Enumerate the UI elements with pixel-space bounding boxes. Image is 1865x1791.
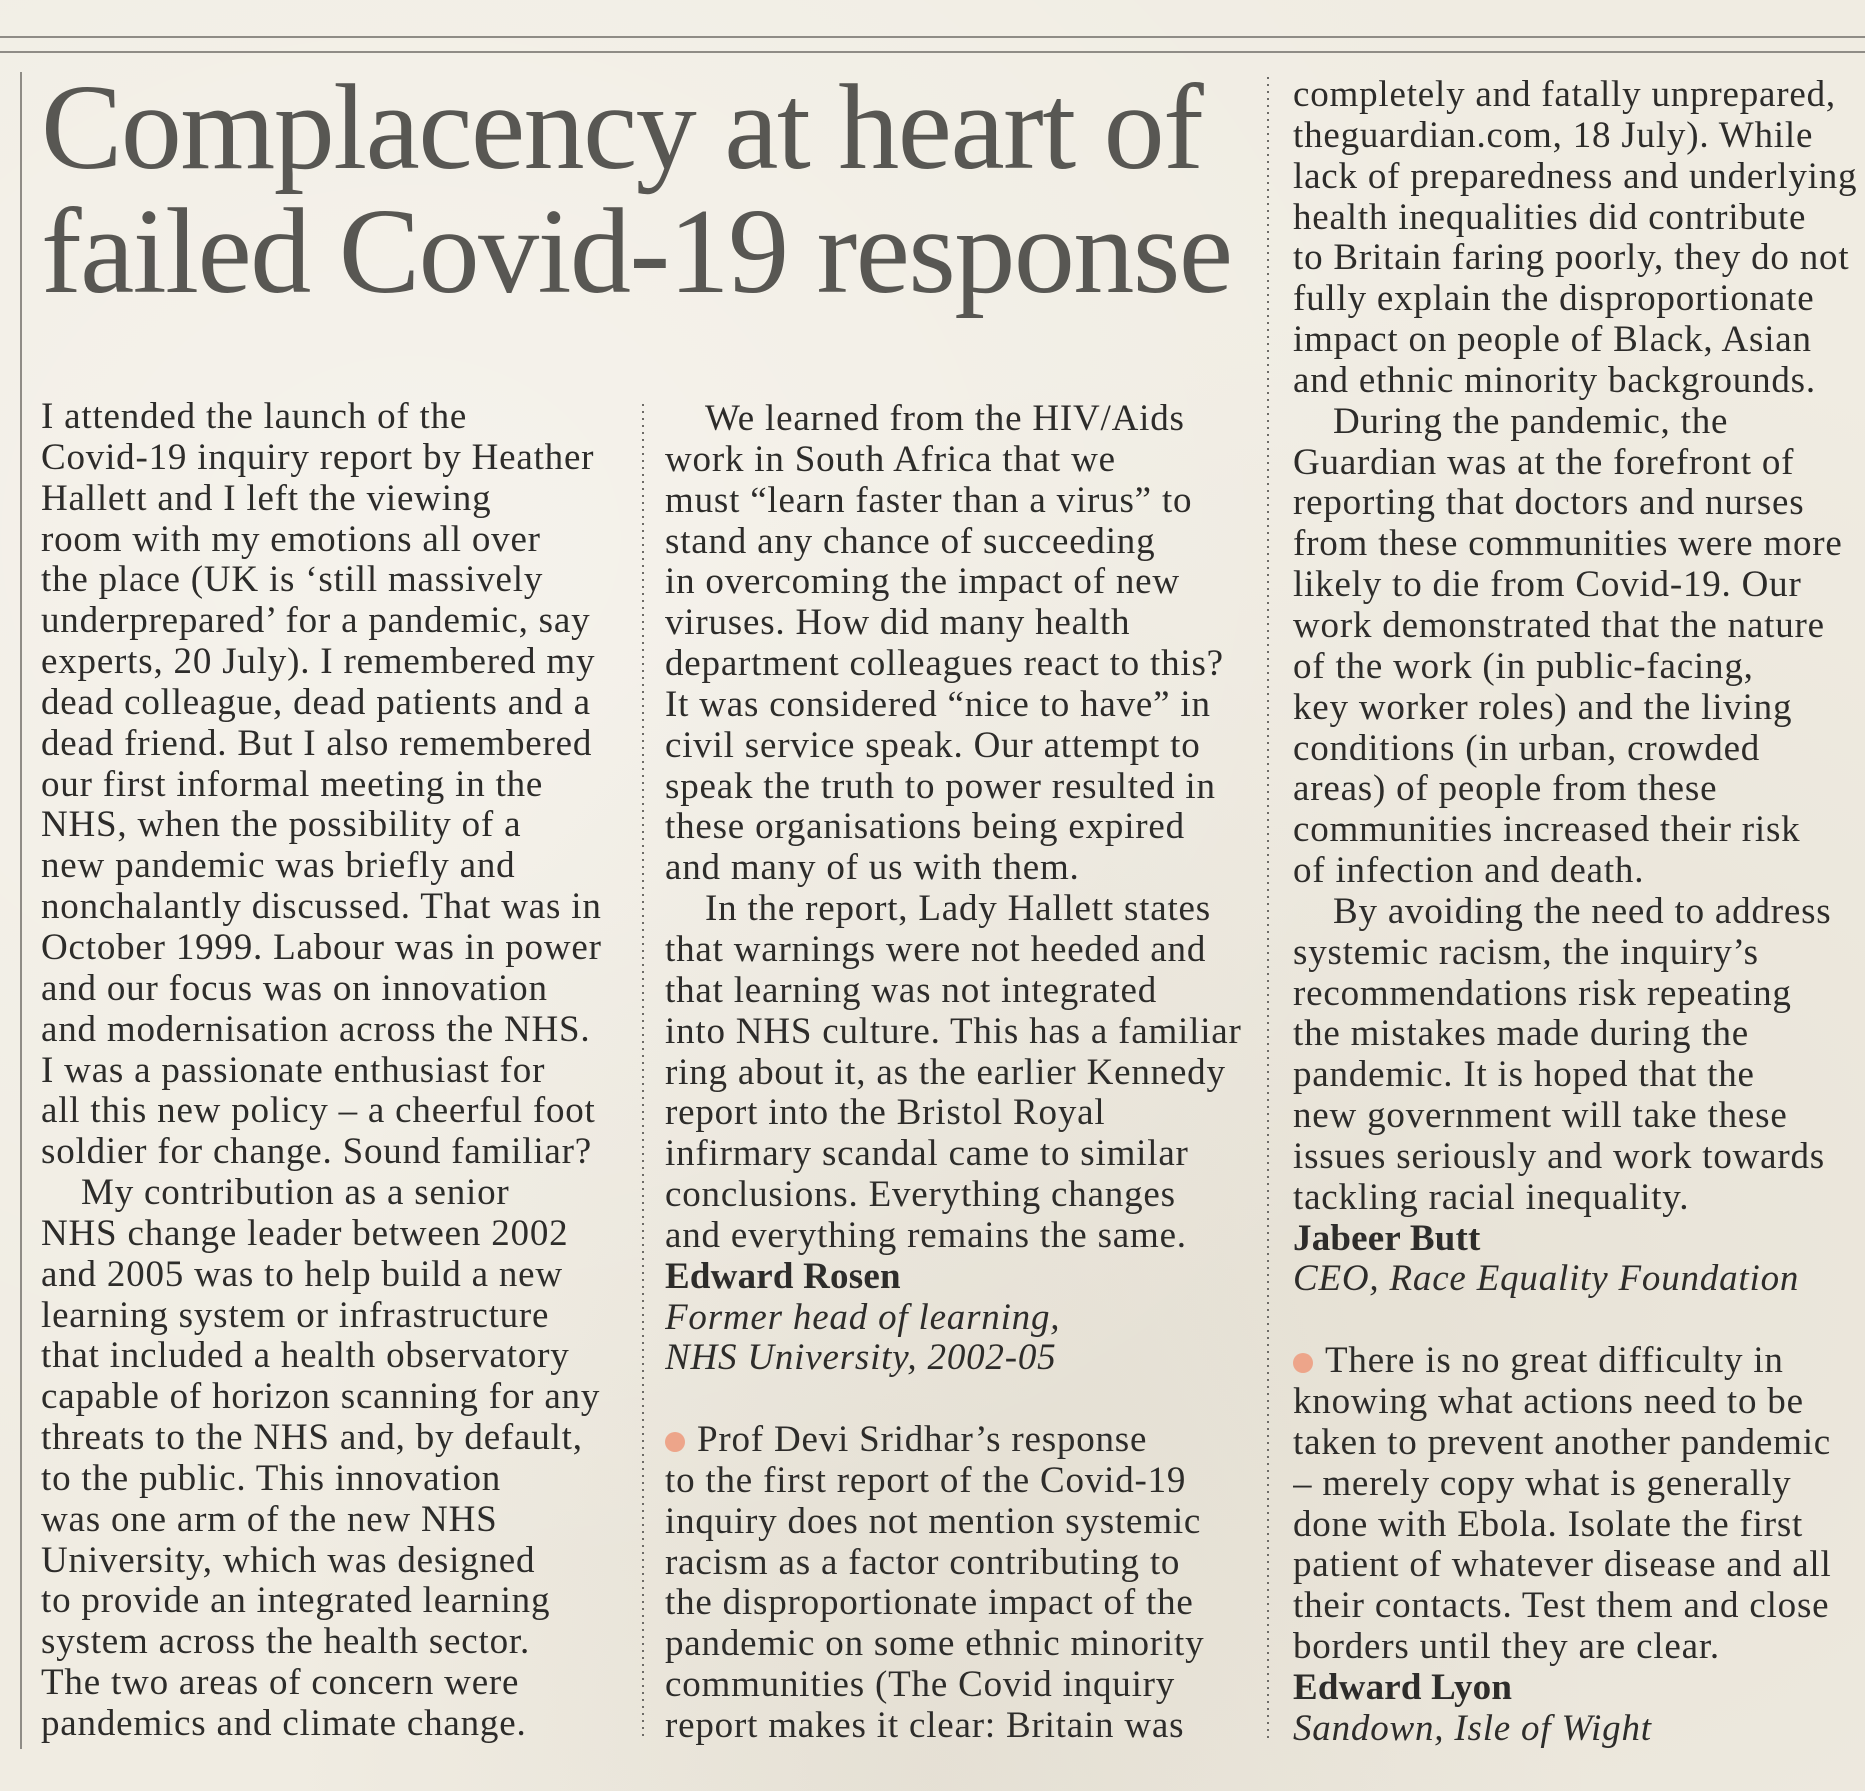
text-line: conclusions. Everything changes — [665, 1174, 1176, 1216]
text-line: The two areas of concern were — [41, 1662, 520, 1704]
bullet-icon — [1293, 1353, 1313, 1373]
text-line: patient of whatever disease and all — [1293, 1544, 1832, 1586]
text-line: their contacts. Test them and close — [1293, 1585, 1830, 1627]
paragraph — [665, 399, 1260, 889]
text-line: completely and fatally unprepared, — [1293, 75, 1836, 115]
letter-spacer — [665, 1379, 1260, 1420]
signature-name: Jabeer Butt — [1293, 1217, 1481, 1259]
letter-jabeer-butt-continued — [1293, 75, 1865, 1300]
text-line: and many of us with them. — [665, 847, 1080, 889]
text-line: There is no great difficulty in — [1325, 1340, 1784, 1382]
text-line: department colleagues react to this? — [665, 643, 1224, 685]
letter-spacer — [1293, 1300, 1865, 1341]
text-line: communities (The Covid inquiry — [665, 1664, 1176, 1706]
text-line: that learning was not integrated — [665, 969, 1158, 1011]
text-line: dead colleague, dead patients and a — [41, 681, 591, 723]
text-line: infirmary scandal came to similar — [665, 1133, 1189, 1175]
text-line: must “learn faster than a virus” to — [665, 479, 1193, 521]
text-line: reporting that doctors and nurses — [1293, 482, 1805, 524]
top-rule — [0, 51, 1865, 53]
text-line: work demonstrated that the nature — [1293, 604, 1825, 646]
text-line: key worker roles) and the living — [1293, 686, 1793, 728]
text-line: issues seriously and work towards — [1293, 1135, 1826, 1177]
text-line: I attended the launch of the — [41, 397, 468, 437]
text-line: pandemic. It is hoped that the — [1293, 1054, 1755, 1096]
text-line: taken to prevent another pandemic — [1293, 1421, 1832, 1463]
column-divider — [1267, 77, 1269, 1738]
text-line: I was a passionate enthusiast for — [41, 1049, 546, 1091]
text-line: system across the health sector. — [41, 1621, 531, 1663]
text-line: pandemics and climate change. — [41, 1703, 527, 1744]
text-line: In the report, Lady Hallett states — [705, 888, 1211, 930]
text-line: report into the Bristol Royal — [665, 1092, 1106, 1134]
bullet-line — [665, 1420, 1260, 1461]
headline-line-2: failed Covid-19 response — [41, 184, 1232, 319]
text-line: to Britain faring poorly, they do not — [1293, 237, 1850, 279]
letter-jabeer-butt — [665, 1420, 1260, 1747]
text-line: impact on people of Black, Asian — [1293, 319, 1812, 361]
text-line: During the pandemic, the — [1333, 400, 1729, 442]
text-line: was one arm of the new NHS — [41, 1498, 498, 1540]
text-line: and 2005 was to help build a new — [41, 1253, 563, 1295]
text-line: It was considered “nice to have” in — [665, 683, 1211, 725]
text-line: knowing what actions need to be — [1293, 1381, 1804, 1422]
text-line: University, which was designed — [41, 1539, 536, 1581]
text-line: NHS, when the possibility of a — [41, 804, 522, 846]
text-line: nonchalantly discussed. That was in — [41, 886, 602, 928]
text-line: Covid-19 inquiry report by Heather — [41, 436, 595, 478]
text-line: October 1999. Labour was in power — [41, 926, 602, 968]
text-line: done with Ebola. Isolate the first — [1293, 1503, 1804, 1545]
text-line: viruses. How did many health — [665, 602, 1131, 644]
headline — [41, 60, 1232, 319]
text-line: report makes it clear: Britain was — [665, 1705, 1185, 1746]
signature-affiliation: Former head of learning, — [665, 1296, 1061, 1338]
text-line: learning system or infrastructure — [41, 1294, 550, 1336]
text-line: to the first report of the Covid-19 — [665, 1459, 1187, 1501]
text-line: of the work (in public-facing, — [1293, 645, 1754, 687]
text-line: the mistakes made during the — [1293, 1013, 1750, 1055]
text-line: lack of preparedness and underlying — [1293, 155, 1858, 197]
text-line: experts, 20 July). I remembered my — [41, 641, 596, 683]
letter-edward-rosen-continued — [665, 399, 1260, 1379]
text-line: likely to die from Covid-19. Our — [1293, 564, 1802, 606]
column-2 — [665, 399, 1260, 1747]
text-line: threats to the NHS and, by default, — [41, 1417, 583, 1459]
text-line: Prof Devi Sridhar’s response — [697, 1419, 1148, 1461]
text-line: new pandemic was briefly and — [41, 845, 516, 887]
text-line: to provide an integrated learning — [41, 1580, 551, 1622]
letter-edward-lyon — [1293, 1341, 1865, 1749]
text-line: the place (UK is ‘still massively — [41, 559, 544, 601]
paragraph — [41, 397, 636, 1173]
letter-edward-rosen — [41, 397, 636, 1745]
text-line: – merely copy what is generally — [1293, 1462, 1792, 1504]
paragraph — [1293, 402, 1865, 892]
text-line: all this new policy – a cheerful foot — [41, 1090, 596, 1132]
text-line: soldier for change. Sound familiar? — [41, 1131, 592, 1173]
text-line: underprepared’ for a pandemic, say — [41, 600, 591, 642]
text-line: By avoiding the need to address — [1333, 890, 1832, 932]
text-line: speak the truth to power resulted in — [665, 765, 1216, 807]
text-line: Hallett and I left the viewing — [41, 477, 492, 519]
column-3 — [1293, 75, 1865, 1750]
signature-affiliation: Sandown, Isle of Wight — [1293, 1707, 1652, 1749]
text-line: and ethnic minority backgrounds. — [1293, 359, 1816, 401]
bullet-line — [1293, 1341, 1865, 1382]
paragraph — [1293, 892, 1865, 1219]
text-line: room with my emotions all over — [41, 518, 541, 560]
text-line: capable of horizon scanning for any — [41, 1376, 601, 1418]
text-line: work in South Africa that we — [665, 438, 1116, 480]
text-line: new government will take these — [1293, 1095, 1788, 1137]
text-line: systemic racism, the inquiry’s — [1293, 931, 1759, 973]
text-line: NHS change leader between 2002 — [41, 1212, 569, 1254]
text-line: that included a health observatory — [41, 1335, 570, 1377]
signature — [665, 1257, 1260, 1380]
signature-affiliation: NHS University, 2002-05 — [665, 1337, 1057, 1379]
text-line: from these communities were more — [1293, 523, 1843, 565]
text-line: fully explain the disproportionate — [1293, 278, 1815, 320]
left-rule — [20, 72, 22, 1749]
text-line: these organisations being expired — [665, 806, 1185, 848]
bullet-icon — [665, 1432, 685, 1452]
text-line: My contribution as a senior — [81, 1172, 510, 1214]
text-line: of infection and death. — [1293, 850, 1645, 892]
text-line: stand any chance of succeeding — [665, 520, 1156, 562]
signature — [1293, 1219, 1865, 1301]
text-line: recommendations risk repeating — [1293, 972, 1792, 1014]
text-line: racism as a factor contributing to — [665, 1541, 1181, 1583]
text-line: communities increased their risk — [1293, 809, 1801, 851]
headline-line-1: Complacency at heart of — [41, 60, 1203, 195]
text-line: that warnings were not heeded and — [665, 928, 1207, 970]
text-line: areas) of people from these — [1293, 768, 1718, 810]
signature-affiliation: CEO, Race Equality Foundation — [1293, 1258, 1800, 1300]
paragraph — [665, 1420, 1260, 1747]
text-line: and our focus was on innovation — [41, 967, 548, 1009]
text-line: We learned from the HIV/Aids — [705, 399, 1185, 439]
text-line: theguardian.com, 18 July). While — [1293, 114, 1814, 156]
signature — [1293, 1668, 1865, 1750]
column-divider — [642, 404, 644, 1740]
text-line: to the public. This innovation — [41, 1457, 502, 1499]
text-line: and everything remains the same. — [665, 1214, 1187, 1256]
text-line: conditions (in urban, crowded — [1293, 727, 1761, 769]
top-rule — [0, 36, 1865, 38]
signature-name: Edward Rosen — [665, 1255, 901, 1297]
paragraph — [665, 889, 1260, 1257]
text-line: and modernisation across the NHS. — [41, 1008, 591, 1050]
paragraph — [1293, 1341, 1865, 1668]
text-line: the disproportionate impact of the — [665, 1582, 1194, 1624]
text-line: our first informal meeting in the — [41, 763, 544, 805]
signature-name: Edward Lyon — [1293, 1666, 1513, 1708]
text-line: ring about it, as the earlier Kennedy — [665, 1051, 1226, 1093]
text-line: health inequalities did contribute — [1293, 196, 1807, 238]
text-line: pandemic on some ethnic minority — [665, 1623, 1205, 1665]
text-line: into NHS culture. This has a familiar — [665, 1010, 1242, 1052]
text-line: inquiry does not mention systemic — [665, 1500, 1202, 1542]
text-line: borders until they are clear. — [1293, 1626, 1720, 1668]
text-line: in overcoming the impact of new — [665, 561, 1180, 603]
text-line: tackling racial inequality. — [1293, 1176, 1690, 1218]
paragraph-continued — [1293, 75, 1865, 402]
text-line: Guardian was at the forefront of — [1293, 441, 1795, 483]
paragraph — [41, 1173, 636, 1745]
text-line: dead friend. But I also remembered — [41, 722, 593, 764]
column-1 — [41, 397, 636, 1745]
text-line: civil service speak. Our attempt to — [665, 724, 1201, 766]
